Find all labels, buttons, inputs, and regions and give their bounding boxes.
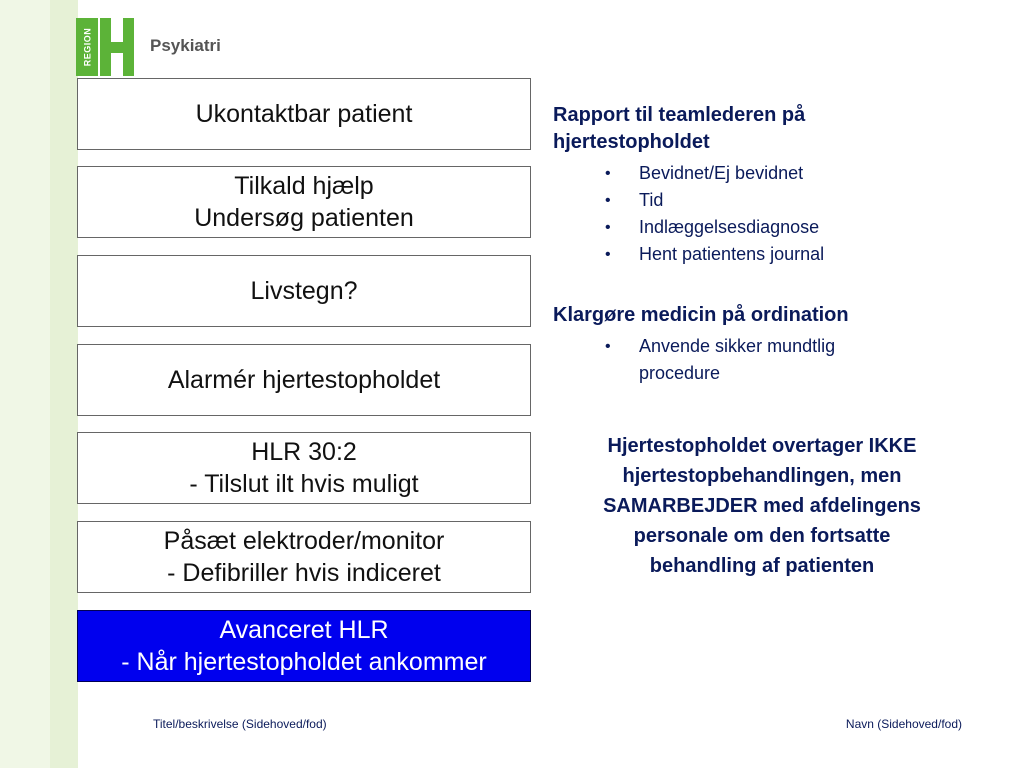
region-logo (76, 18, 134, 76)
footer-right: Navn (Sidehoved/fod) (845, 717, 962, 731)
section2-heading: Klargøre medicin på ordination (553, 304, 849, 326)
section1-bullet-list (553, 160, 973, 268)
right-column (553, 102, 973, 581)
section1-heading (553, 102, 973, 156)
flow-step-2 (77, 166, 531, 238)
closing-line-4: personale om den fortsatte (633, 525, 891, 547)
closing-statement (553, 431, 971, 581)
section1-heading-line-1: Rapport til teamlederen på (553, 104, 806, 126)
logo-name: Psykiatri (150, 36, 221, 55)
bullet-icon: • (605, 192, 611, 209)
logo-h-icon (100, 18, 134, 76)
flow-step-1-line-1: Ukontaktbar patient (195, 100, 413, 128)
section1-heading-line-2: hjertestopholdet (553, 131, 710, 153)
left-stripe-inner (50, 0, 78, 768)
flow-step-5-line-2: - Tilslut ilt hvis muligt (189, 470, 419, 498)
flow-step-6-line-2: - Defibriller hvis indiceret (167, 559, 441, 587)
section2-bullet-line-2: procedure (639, 363, 721, 383)
flow-step-6 (77, 521, 531, 593)
flow-step-4-line-1: Alarmér hjertestopholdet (167, 366, 441, 394)
list-item: • Indlæggelsesdiagnose (553, 214, 973, 241)
flow-step-5-line-1: HLR 30:2 (251, 438, 357, 466)
flow-step-7-highlighted (77, 610, 531, 682)
flow-step-7-line-2: - Når hjertestopholdet ankommer (121, 648, 487, 676)
flow-step-2-line-1: Tilkald hjælp (234, 172, 374, 200)
bullet-icon: • (605, 219, 611, 236)
flow-step-4 (77, 344, 531, 416)
list-item: • Hent patientens journal (553, 241, 973, 268)
closing-line-1: Hjertestopholdet overtager IKKE (607, 435, 917, 457)
flow-step-7-line-1: Avanceret HLR (219, 616, 389, 644)
section2-bullet-list (553, 333, 973, 387)
footer-left: Titel/beskrivelse (Sidehoved/fod) (153, 717, 327, 731)
logo-region-text: REGION (82, 27, 93, 67)
flow-step-3-line-1: Livstegn? (250, 277, 358, 305)
bullet-icon: • (605, 338, 611, 355)
flow-step-2-line-2: Undersøg patienten (194, 204, 414, 232)
list-item (553, 333, 973, 387)
closing-line-2: hjertestopbehandlingen, men (622, 465, 902, 487)
flow-step-6-line-1: Påsæt elektroder/monitor (163, 527, 445, 555)
list-item: • Bevidnet/Ej bevidnet (553, 160, 973, 187)
closing-line-5: behandling af patienten (649, 555, 875, 577)
list-item: • Tid (553, 187, 973, 214)
flow-step-3 (77, 255, 531, 327)
bullet-icon: • (605, 246, 611, 263)
bullet-icon: • (605, 165, 611, 182)
section2-bullet-line-1: Anvende sikker mundtlig (639, 336, 836, 356)
closing-line-3: SAMARBEJDER med afdelingens (603, 495, 921, 517)
flow-step-5 (77, 432, 531, 504)
flow-step-1 (77, 78, 531, 150)
